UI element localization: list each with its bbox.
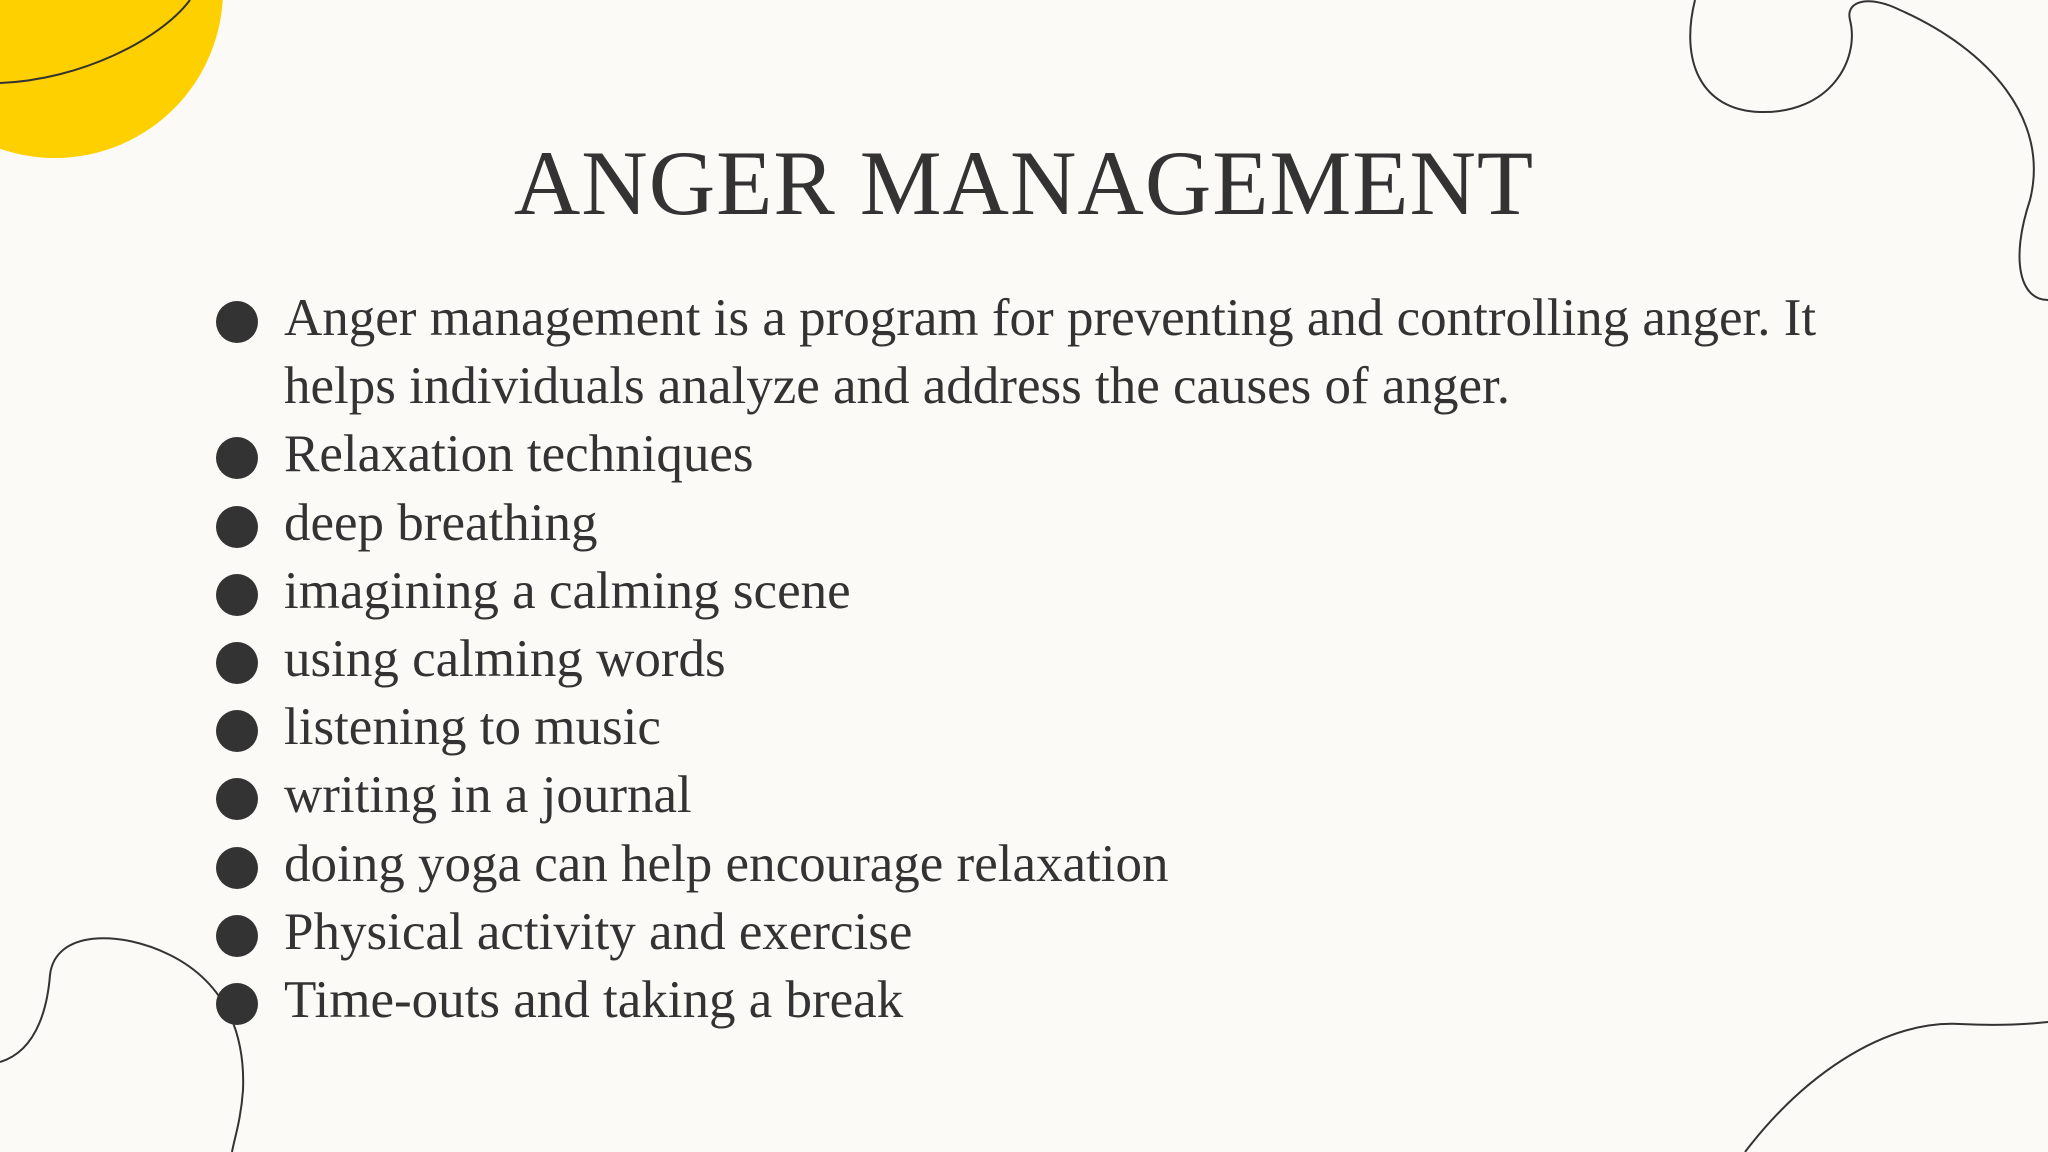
- slide-title: ANGER MANAGEMENT: [513, 132, 1535, 234]
- bullet-item-calming-words: [216, 625, 1856, 693]
- bullet-text: doing yoga can help encourage relaxation: [284, 834, 1169, 893]
- bullet-text: Time-outs and taking a break: [284, 971, 904, 1030]
- bullet-dot: [216, 983, 258, 1025]
- bullet-text: Physical activity and exercise: [284, 902, 913, 961]
- bullet-item-definition: [216, 284, 1856, 420]
- bullet-list: [216, 284, 1856, 1034]
- bullet-item-relaxation-techniques: [216, 420, 1856, 488]
- bullet-text: using calming words: [284, 630, 726, 689]
- bullet-item-listening-music: [216, 693, 1856, 761]
- bullet-item-yoga: [216, 830, 1856, 898]
- bullet-item-physical-activity: [216, 898, 1856, 966]
- bullet-text: Anger management is a program for preventing and controlling anger. It helps individuals analyze and address the causes of anger.: [284, 289, 1817, 416]
- bullet-text: deep breathing: [284, 493, 598, 552]
- bullet-item-time-outs: [216, 966, 1856, 1034]
- bullet-text: Relaxation techniques: [284, 425, 754, 484]
- bullet-dot: [216, 301, 258, 343]
- bottom-right-curve-line: [1745, 1022, 2048, 1152]
- bullet-text: listening to music: [284, 698, 661, 757]
- bullet-dot: [216, 710, 258, 752]
- bullet-text: writing in a journal: [284, 766, 692, 825]
- bullet-dot: [216, 847, 258, 889]
- bullet-item-journal: [216, 761, 1856, 829]
- bullet-dot: [216, 642, 258, 684]
- bullet-dot: [216, 915, 258, 957]
- bullet-dot: [216, 506, 258, 548]
- bullet-dot: [216, 778, 258, 820]
- bullet-item-deep-breathing: [216, 489, 1856, 557]
- bullet-item-calming-scene: [216, 557, 1856, 625]
- bottom-left-squiggle-line: [0, 938, 243, 1152]
- bullet-dot: [216, 437, 258, 479]
- bullet-dot: [216, 574, 258, 616]
- bullet-text: imagining a calming scene: [284, 561, 851, 620]
- yellow-circle-arc-line: [0, 0, 190, 83]
